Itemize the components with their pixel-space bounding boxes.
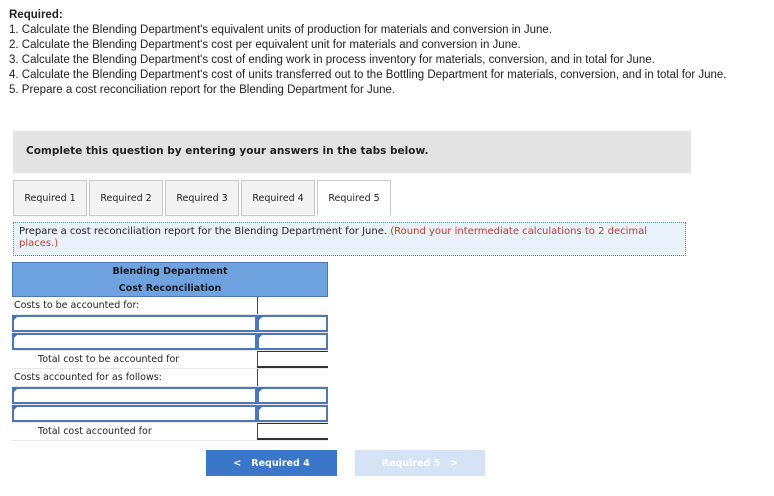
cost-reconciliation-table — [12, 262, 328, 441]
amount-input[interactable] — [257, 333, 328, 350]
chevron-left-icon: < — [233, 457, 242, 469]
dropdown-marker-icon — [258, 406, 263, 411]
tab-required-5[interactable]: Required 5 — [317, 180, 391, 216]
tab-required-2[interactable]: Required 2 — [89, 180, 163, 216]
instruction-text: Prepare a cost reconciliation report for the Blending Department for June. — [19, 226, 388, 237]
input-row — [12, 315, 328, 333]
table-header — [12, 262, 328, 297]
amount-input[interactable] — [257, 405, 328, 422]
dropdown-marker-icon — [258, 316, 263, 321]
department-title: Blending Department — [112, 266, 228, 277]
label-dropdown[interactable] — [12, 387, 257, 404]
dropdown-marker-icon — [13, 406, 18, 411]
costs-accounted-label: Costs accounted for as follows: — [14, 372, 162, 383]
label-dropdown[interactable] — [12, 315, 257, 332]
total-row — [12, 423, 328, 441]
requirements-title: Required: — [9, 9, 63, 21]
input-row — [12, 387, 328, 405]
instruction-box — [13, 222, 686, 256]
label-dropdown[interactable] — [12, 333, 257, 350]
empty-cell — [257, 369, 328, 386]
input-row — [12, 405, 328, 423]
rounding-hint: (Round your intermediate calculations to 2 decimal places.) — [19, 226, 648, 249]
section-row — [12, 369, 328, 387]
next-button-label: Required 5 — [381, 457, 441, 469]
banner-text: Complete this question by entering your answers in the tabs below. — [26, 145, 429, 157]
previous-button[interactable] — [206, 450, 337, 476]
requirement-item: 2. Calculate the Blending Department's cost per equivalent unit for materials and conversion in June. — [9, 39, 521, 51]
requirement-item: 5. Prepare a cost reconciliation report for the Blending Department for June. — [9, 84, 396, 96]
requirement-item: 4. Calculate the Blending Department's cost of units transferred out to the Bottling Department for materials, conversion, and in total for June. — [9, 69, 727, 81]
requirements-block — [9, 8, 759, 98]
empty-cell — [257, 297, 328, 314]
dropdown-marker-icon — [258, 388, 263, 393]
dropdown-marker-icon — [258, 334, 263, 339]
dropdown-marker-icon — [13, 388, 18, 393]
requirement-item: 3. Calculate the Blending Department's cost of ending work in process inventory for materials, conversion, and in total for June. — [9, 54, 655, 66]
requirement-item: 1. Calculate the Blending Department's equivalent units of production for materials and conversion in June. — [9, 24, 553, 36]
label-dropdown[interactable] — [12, 405, 257, 422]
total-accounted-label: Total cost accounted for — [38, 426, 152, 437]
dropdown-marker-icon — [13, 334, 18, 339]
tab-required-4[interactable]: Required 4 — [241, 180, 315, 216]
tab-required-3[interactable]: Required 3 — [165, 180, 239, 216]
next-button[interactable] — [355, 450, 485, 476]
tab-bar — [13, 180, 393, 216]
instructions-banner — [13, 131, 691, 173]
amount-input[interactable] — [257, 387, 328, 404]
tab-required-1[interactable]: Required 1 — [13, 180, 87, 216]
section-row — [12, 297, 328, 315]
chevron-right-icon: > — [450, 457, 459, 469]
total-to-account-label: Total cost to be accounted for — [38, 354, 180, 365]
input-row — [12, 333, 328, 351]
total-row — [12, 351, 328, 369]
total-accounted-input[interactable] — [257, 423, 328, 440]
dropdown-marker-icon — [13, 316, 18, 321]
previous-button-label: Required 4 — [251, 457, 310, 469]
amount-input[interactable] — [257, 315, 328, 332]
costs-to-account-label: Costs to be accounted for: — [14, 300, 140, 311]
total-to-account-input[interactable] — [257, 351, 328, 368]
report-title: Cost Reconciliation — [118, 283, 222, 294]
